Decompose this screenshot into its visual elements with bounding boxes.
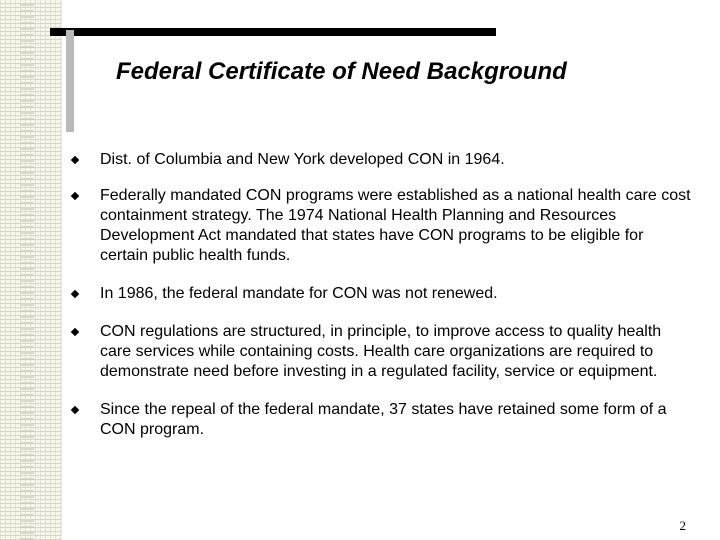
page-number: 2 — [679, 518, 686, 533]
diamond-bullet-icon — [71, 290, 79, 298]
title-side-bar — [66, 30, 74, 132]
diamond-bullet-icon — [71, 156, 79, 164]
diamond-bullet-icon — [71, 406, 79, 414]
diamond-bullet-icon — [71, 328, 79, 336]
bullet-text: Since the repeal of the federal mandate, 37 states have retained some form of a CON program. — [100, 401, 667, 438]
bullet-text: Dist. of Columbia and New York developed CON in 1964. — [100, 151, 505, 168]
bullet-item — [72, 322, 692, 382]
bullet-item — [72, 150, 692, 170]
decorative-left-band — [0, 0, 62, 540]
bullet-text: CON regulations are structured, in principle, to improve access to quality health care services while containing costs. Health care organizations are required to demonstrate need before investing in a regulated facility, service or equipment. — [100, 323, 662, 380]
bullet-list — [72, 150, 692, 455]
bullet-item — [72, 284, 692, 304]
bullet-item — [72, 186, 692, 266]
bullet-item — [72, 400, 692, 440]
title-top-rule — [50, 28, 496, 36]
slide-title: Federal Certificate of Need Background — [116, 58, 567, 85]
diamond-bullet-icon — [71, 192, 79, 200]
decorative-left-band-stripes — [20, 0, 34, 540]
bullet-text: In 1986, the federal mandate for CON was not renewed. — [100, 285, 498, 302]
bullet-text: Federally mandated CON programs were established as a national health care cost containment strategy. The 1974 National Health Planning and Resources Development Act mandated that states have CON programs to be eligible for certain public health funds. — [100, 187, 691, 264]
